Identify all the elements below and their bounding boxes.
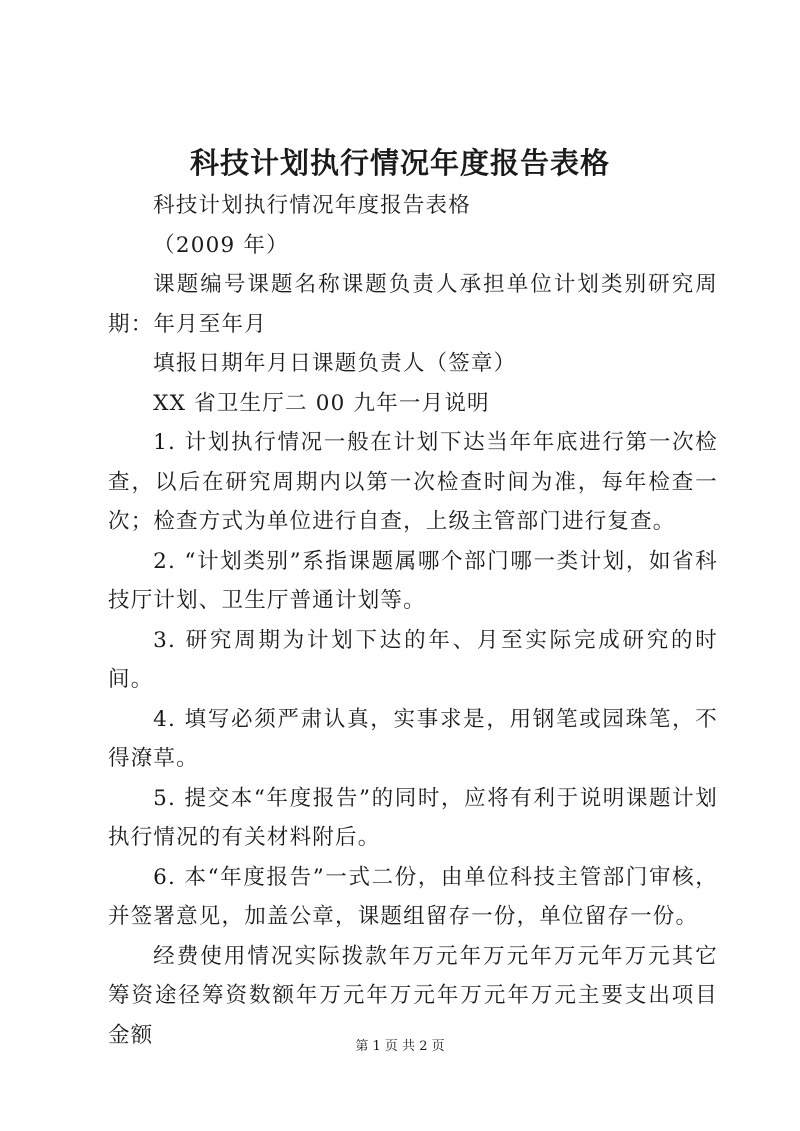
paragraph-note-4: 4. 填写必须严肃认真，实事求是，用钢笔或园珠笔，不得潦草。: [108, 706, 718, 771]
paragraph-note-6: 6. 本“年度报告”一式二份，由单位科技主管部门审核，并签署意见，加盖公章，课题组留存一份，单位留存一份。: [108, 864, 718, 929]
document-body: [108, 186, 718, 1055]
paragraph-fill-date: 填报日期年月日课题负责人（签章）: [153, 351, 517, 376]
paragraph-note-3: 3. 研究周期为计划下达的年、月至实际完成研究的时间。: [108, 627, 718, 692]
paragraph-subtitle: 科技计划执行情况年度报告表格: [153, 193, 471, 218]
document-title: 科技计划执行情况年度报告表格: [189, 146, 610, 180]
page-footer: [0, 1038, 800, 1056]
paragraph-funding: 经费使用情况实际拨款年万元年万元年万元年万元其它筹资途径筹资数额年万元年万元年万元年万元主要支出项目金额: [108, 943, 718, 1048]
paragraph-note-1: 1. 计划执行情况一般在计划下达当年年底进行第一次检查，以后在研究周期内以第一次检查时间为准，每年检查一次；检查方式为单位进行自查，上级主管部门进行复查。: [108, 430, 718, 534]
paragraph-note-5: 5. 提交本“年度报告”的同时，应将有利于说明课题计划执行情况的有关材料附后。: [108, 785, 718, 850]
paragraph-year: （2009 年）: [153, 232, 289, 258]
paragraph-note-2: 2. “计划类别”系指课题属哪个部门哪一类计划，如省科技厅计划、卫生厅普通计划等。: [108, 548, 718, 613]
paragraph-project-fields: 课题编号课题名称课题负责人承担单位计划类别研究周期：年月至年月: [108, 272, 718, 337]
paragraph-issuer: XX 省卫生厅二 00 九年一月说明: [153, 390, 490, 416]
page-number-indicator: 第 1 页 共 2 页: [355, 1039, 445, 1054]
